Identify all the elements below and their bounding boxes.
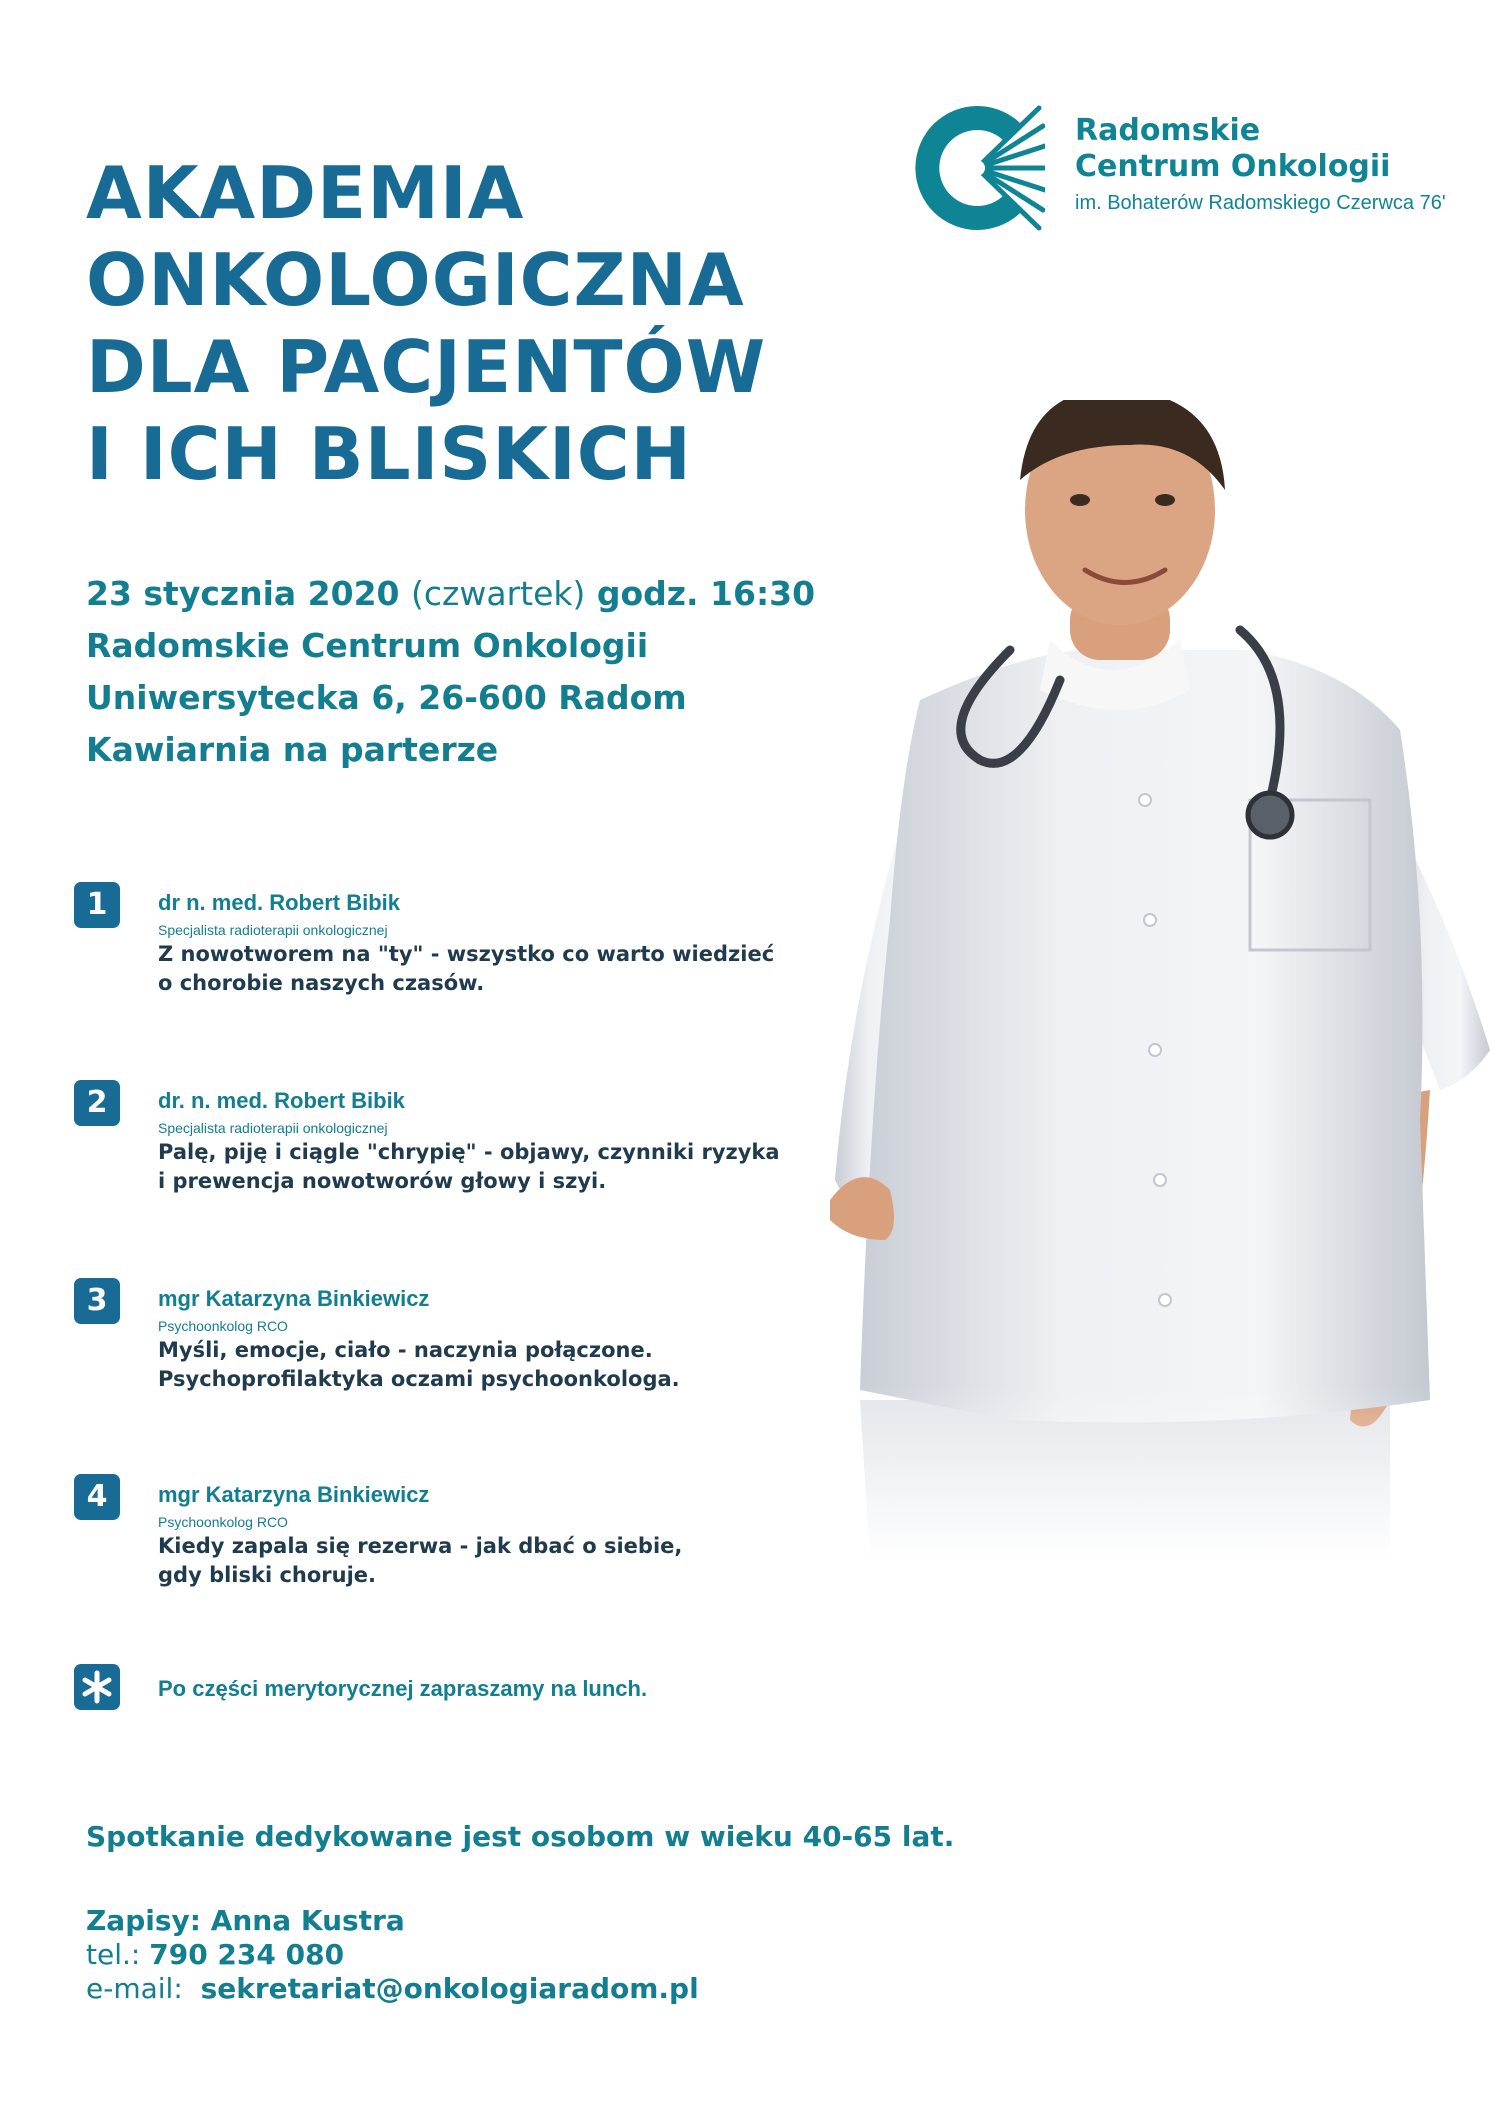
- email-line: [86, 1972, 699, 2006]
- phone-line: [86, 1938, 699, 1972]
- phone-label: tel.:: [86, 1938, 141, 1971]
- number-badge-4: 4: [74, 1474, 120, 1520]
- lecture-item-4: [74, 1474, 834, 1624]
- note-text: Po części merytorycznej zapraszamy na lunch.: [158, 1676, 648, 1701]
- audience-text: Spotkanie dedykowane jest osobom w wieku 40-65 lat.: [86, 1820, 955, 1853]
- lecture-topic-line1: Kiedy zapala się rezerwa - jak dbać o siebie,: [158, 1534, 683, 1558]
- signup-line: Zapisy: Anna Kustra: [86, 1904, 405, 1937]
- event-venue: Radomskie Centrum Onkologii: [86, 626, 649, 665]
- title-line-1: AKADEMIA: [86, 151, 525, 235]
- email-link[interactable]: sekretariat@onkologiaradom.pl: [200, 1972, 699, 2005]
- logo-subtitle: im. Bohaterów Radomskiego Czerwca 76': [1075, 192, 1446, 214]
- lecture-topic: [158, 1138, 780, 1196]
- event-info: [86, 568, 906, 776]
- lecture-topic-line2: gdy bliski choruje.: [158, 1563, 377, 1587]
- lecture-topic-line2: o chorobie naszych czasów.: [158, 971, 485, 995]
- lecture-topic-line1: Myśli, emocje, ciało - naczynia połączone.: [158, 1338, 653, 1362]
- lecture-item-3: [74, 1278, 834, 1428]
- event-datetime: [86, 568, 906, 620]
- number-badge-3: 3: [74, 1278, 120, 1324]
- lecture-topic-line1: Palę, piję i ciągle "chrypię" - objawy, czynniki ryzyka: [158, 1140, 780, 1164]
- speaker-name: dr n. med. Robert Bibik: [158, 890, 401, 915]
- event-room: Kawiarnia na parterze: [86, 730, 499, 769]
- speaker-role: Specjalista radioterapii onkologicznej: [158, 922, 388, 938]
- speaker-role: Psychoonkolog RCO: [158, 1318, 288, 1334]
- title-line-3: DLA PACJENTÓW: [86, 325, 767, 409]
- lecture-topic-line2: Psychoprofilaktyka oczami psychoonkologa.: [158, 1367, 680, 1391]
- number-badge-1: 1: [74, 882, 120, 928]
- speaker-role: Specjalista radioterapii onkologicznej: [158, 1120, 388, 1136]
- lecture-item-1: [74, 882, 834, 1032]
- asterisk-icon: [74, 1664, 120, 1710]
- event-weekday: (czwartek): [411, 574, 586, 613]
- lecture-topic-line1: Z nowotworem na "ty" - wszystko co warto wiedzieć: [158, 942, 775, 966]
- lecture-topic: [158, 940, 774, 998]
- speaker-name: mgr Katarzyna Binkiewicz: [158, 1286, 430, 1311]
- hospital-logo: [905, 98, 1465, 238]
- event-date: 23 stycznia 2020: [86, 574, 400, 613]
- event-address: Uniwersytecka 6, 26-600 Radom: [86, 678, 687, 717]
- lecture-topic: [158, 1532, 682, 1590]
- speaker-role: Psychoonkolog RCO: [158, 1514, 288, 1530]
- doctor-photo: [830, 400, 1500, 1560]
- title-line-2: ONKOLOGICZNA: [86, 238, 745, 322]
- title-line-4: I ICH BLISKICH: [86, 412, 692, 496]
- email-label: e-mail:: [86, 1972, 183, 2005]
- event-time: godz. 16:30: [596, 574, 816, 613]
- lunch-note: [74, 1664, 834, 1710]
- phone-number[interactable]: 790 234 080: [149, 1938, 345, 1971]
- lecture-topic: [158, 1336, 680, 1394]
- logo-name-line2: Centrum Onkologii: [1075, 149, 1391, 184]
- contact-info: [86, 1904, 699, 2006]
- logo-name-line1: Radomskie: [1075, 113, 1261, 148]
- speaker-name: dr. n. med. Robert Bibik: [158, 1088, 405, 1113]
- lecture-item-2: [74, 1080, 834, 1230]
- speaker-name: mgr Katarzyna Binkiewicz: [158, 1482, 430, 1507]
- lecture-topic-line2: i prewencja nowotworów głowy i szyi.: [158, 1169, 607, 1193]
- number-badge-2: 2: [74, 1080, 120, 1126]
